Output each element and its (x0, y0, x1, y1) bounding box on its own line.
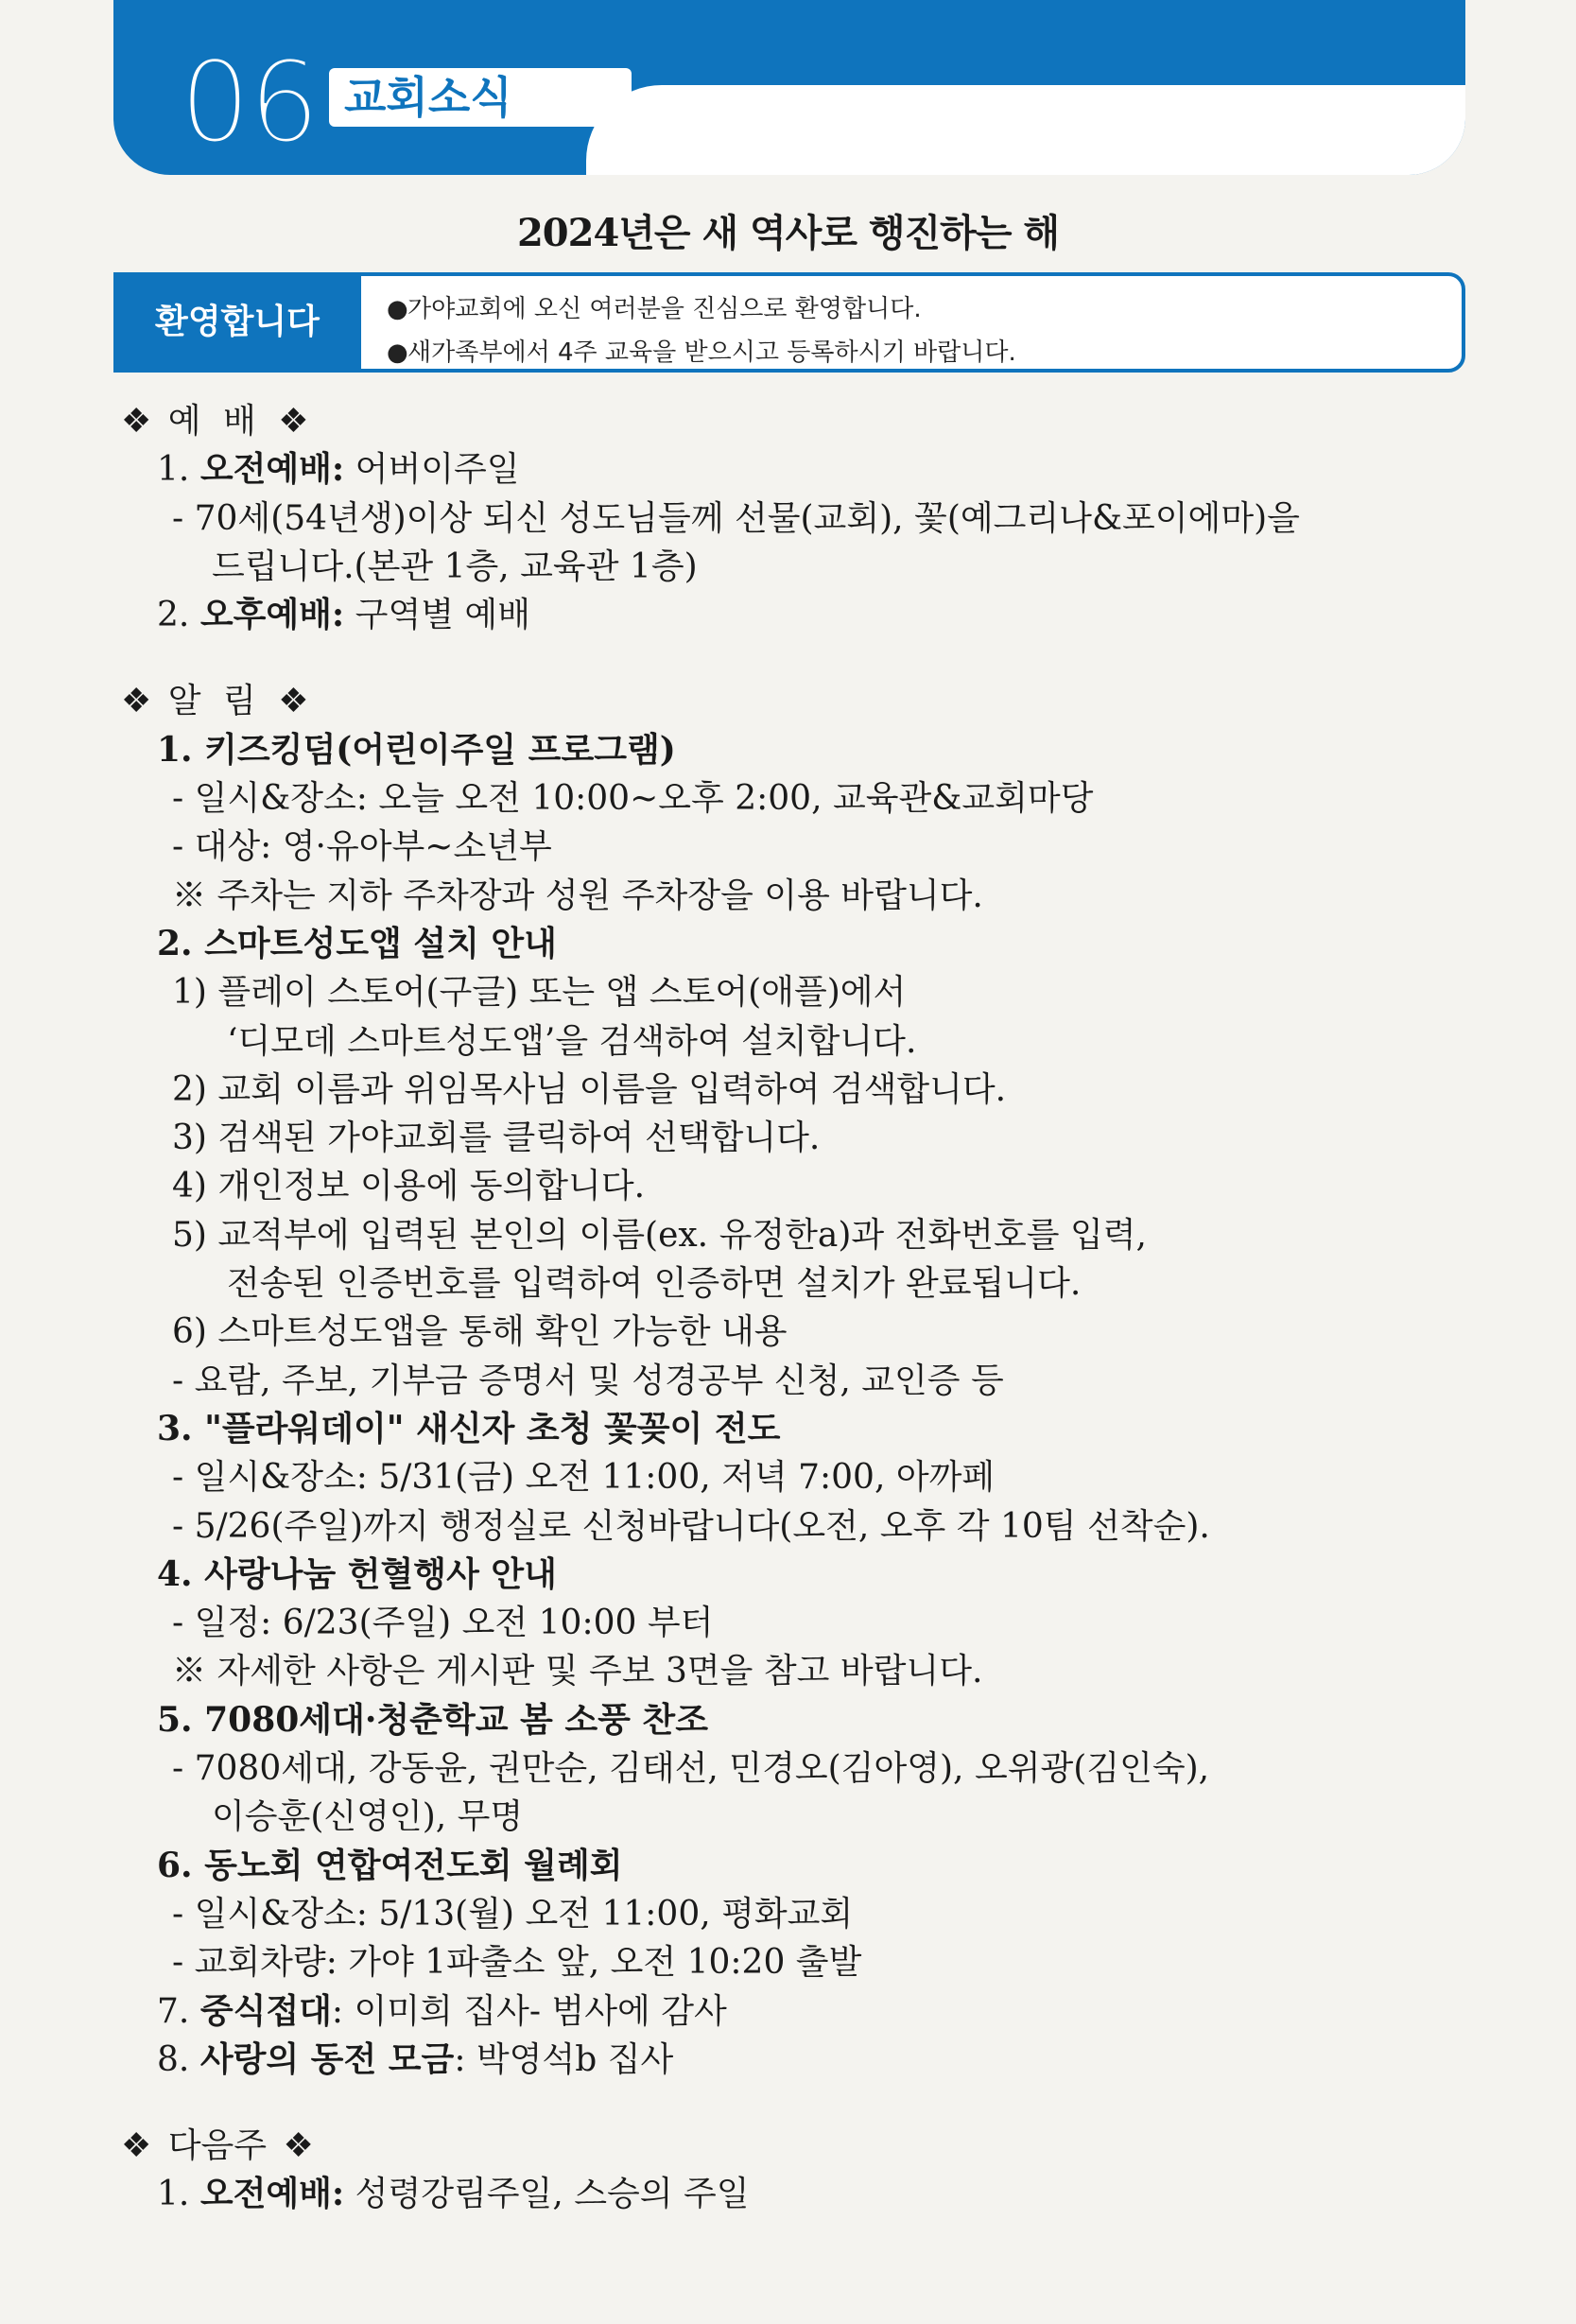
section-header (113, 0, 1465, 175)
list-item-heading (121, 1696, 1463, 1744)
list-item (121, 1987, 1463, 2036)
list-item: 이승훈(신영인), 무명 (212, 1797, 524, 1837)
item-heading: 1. 키즈킹덤(어린이주일 프로그램) (157, 729, 676, 770)
section-label: 교회소식 (329, 68, 632, 127)
item-number: 7. (157, 1991, 190, 2031)
item-text: 어버이주일 (344, 450, 520, 490)
list-item-heading (121, 920, 1463, 968)
item-number: 2. (157, 596, 190, 635)
item-text: : 이미희 집사- 범사에 감사 (331, 1991, 727, 2031)
list-item: - 70세(54년생)이상 되신 성도님들께 선물(교회), 꽃(예그리나&포이에마)을 (172, 498, 1300, 538)
welcome-line: 가야교회에 오신 여러분을 진심으로 환영합니다. (407, 295, 922, 323)
section-heading-notice (121, 677, 1463, 725)
item-number: 1. (157, 450, 190, 490)
item-heading: 6. 동노회 연합여전도회 월례회 (157, 1845, 623, 1885)
item-heading: 중식접대 (199, 1990, 332, 2031)
list-item: ※ 자세한 사항은 게시판 및 주보 3면을 참고 바랍니다. (172, 1652, 983, 1691)
list-item: 1) 플레이 스토어(구글) 또는 앱 스토어(애플)에서 (172, 973, 907, 1013)
welcome-badge: 환영합니다 (113, 272, 361, 373)
diamond-icon: ❖ (278, 682, 309, 721)
item-number: 1. (157, 2175, 190, 2214)
page-title: 2024년은 새 역사로 행진하는 해 (516, 211, 1060, 255)
list-item: - 일시&장소: 5/31(금) 오전 11:00, 저녁 7:00, 아까페 (172, 1458, 996, 1498)
item-text: 구역별 예배 (344, 596, 530, 635)
list-item: - 일정: 6/23(주일) 오전 10:00 부터 (172, 1604, 714, 1643)
diamond-icon: ❖ (278, 402, 309, 441)
list-item: 2) 교회 이름과 위임목사님 이름을 입력하여 검색합니다. (172, 1069, 1007, 1109)
item-heading: 오후예배: (199, 595, 345, 635)
section-heading-worship (121, 397, 1463, 445)
item-heading: 5. 7080세대·청춘학교 봄 소풍 찬조 (157, 1699, 708, 1740)
list-item: 6) 스마트성도앱을 통해 확인 가능한 내용 (172, 1312, 788, 1352)
list-item: 드립니다.(본관 1층, 교육관 1층) (212, 546, 698, 586)
item-heading: 2. 스마트성도앱 설치 안내 (157, 923, 557, 963)
list-item: 3) 검색된 가야교회를 클릭하여 선택합니다. (172, 1119, 821, 1158)
list-item-heading (121, 1842, 1463, 1890)
list-item: ※ 주차는 지하 주차장과 성원 주차장을 이용 바랍니다. (172, 876, 983, 915)
section-title: 다음주 (167, 2126, 268, 2166)
diamond-icon: ❖ (121, 682, 152, 721)
item-text: : 박영석b 집사 (454, 2039, 674, 2079)
header-tab-shape (586, 85, 1465, 175)
list-item: 5) 교적부에 입력된 본인의 이름(ex. 유정한a)과 전화번호를 입력, (172, 1215, 1147, 1255)
list-item: 전송된 인증번호를 입력하여 인증하면 설치가 완료됩니다. (227, 1264, 1082, 1304)
list-item: - 교회차량: 가야 1파출소 앞, 오전 10:20 출발 (172, 1943, 862, 1983)
list-item: - 대상: 영·유아부~소년부 (172, 827, 552, 867)
bullet-icon: ● (387, 295, 408, 323)
list-item: - 요람, 주보, 기부금 증명서 및 성경공부 신청, 교인증 등 (172, 1361, 1004, 1400)
list-item (121, 2036, 1463, 2084)
list-item-heading (121, 726, 1463, 774)
section-number: 06 (180, 37, 319, 167)
item-heading: 오전예배: (199, 449, 345, 490)
list-item (121, 2170, 1463, 2218)
list-item: - 일시&장소: 5/13(월) 오전 11:00, 평화교회 (172, 1894, 854, 1934)
section-title: 알 림 (167, 682, 262, 721)
diamond-icon: ❖ (121, 402, 152, 441)
item-text: 성령강림주일, 스승의 주일 (344, 2175, 750, 2214)
section-heading-next (121, 2122, 1463, 2170)
list-item (121, 591, 1463, 639)
item-heading: 오전예배: (199, 2174, 345, 2214)
list-item: ‘디모데 스마트성도앱’을 검색하여 설치합니다. (227, 1021, 917, 1061)
welcome-box (113, 272, 1465, 373)
section-title: 예 배 (167, 402, 262, 441)
list-item: 4) 개인정보 이용에 동의합니다. (172, 1167, 646, 1206)
list-item: - 일시&장소: 오늘 오전 10:00~오후 2:00, 교육관&교회마당 (172, 779, 1094, 819)
list-item: - 7080세대, 강동윤, 권만순, 김태선, 민경오(김아영), 오위광(김인숙), (172, 1749, 1210, 1789)
list-item: - 5/26(주일)까지 행정실로 신청바랍니다(오전, 오후 각 10팀 선착순). (172, 1506, 1210, 1546)
diamond-icon: ❖ (121, 2126, 152, 2166)
list-item-heading (121, 1405, 1463, 1453)
bullet-icon: ● (387, 338, 408, 367)
list-item (121, 445, 1463, 494)
welcome-line: 새가족부에서 4주 교육을 받으시고 등록하시기 바랍니다. (407, 338, 1016, 367)
bulletin-content (121, 397, 1463, 2219)
list-item-heading (121, 1551, 1463, 1599)
item-heading: 사랑의 동전 모금 (199, 2038, 455, 2079)
welcome-lines (387, 287, 1016, 374)
item-number: 8. (157, 2039, 190, 2079)
item-heading: 4. 사랑나눔 헌혈행사 안내 (157, 1553, 557, 1594)
diamond-icon: ❖ (283, 2126, 314, 2166)
item-heading: 3. "플라워데이" 새신자 초청 꽃꽂이 전도 (157, 1408, 781, 1448)
